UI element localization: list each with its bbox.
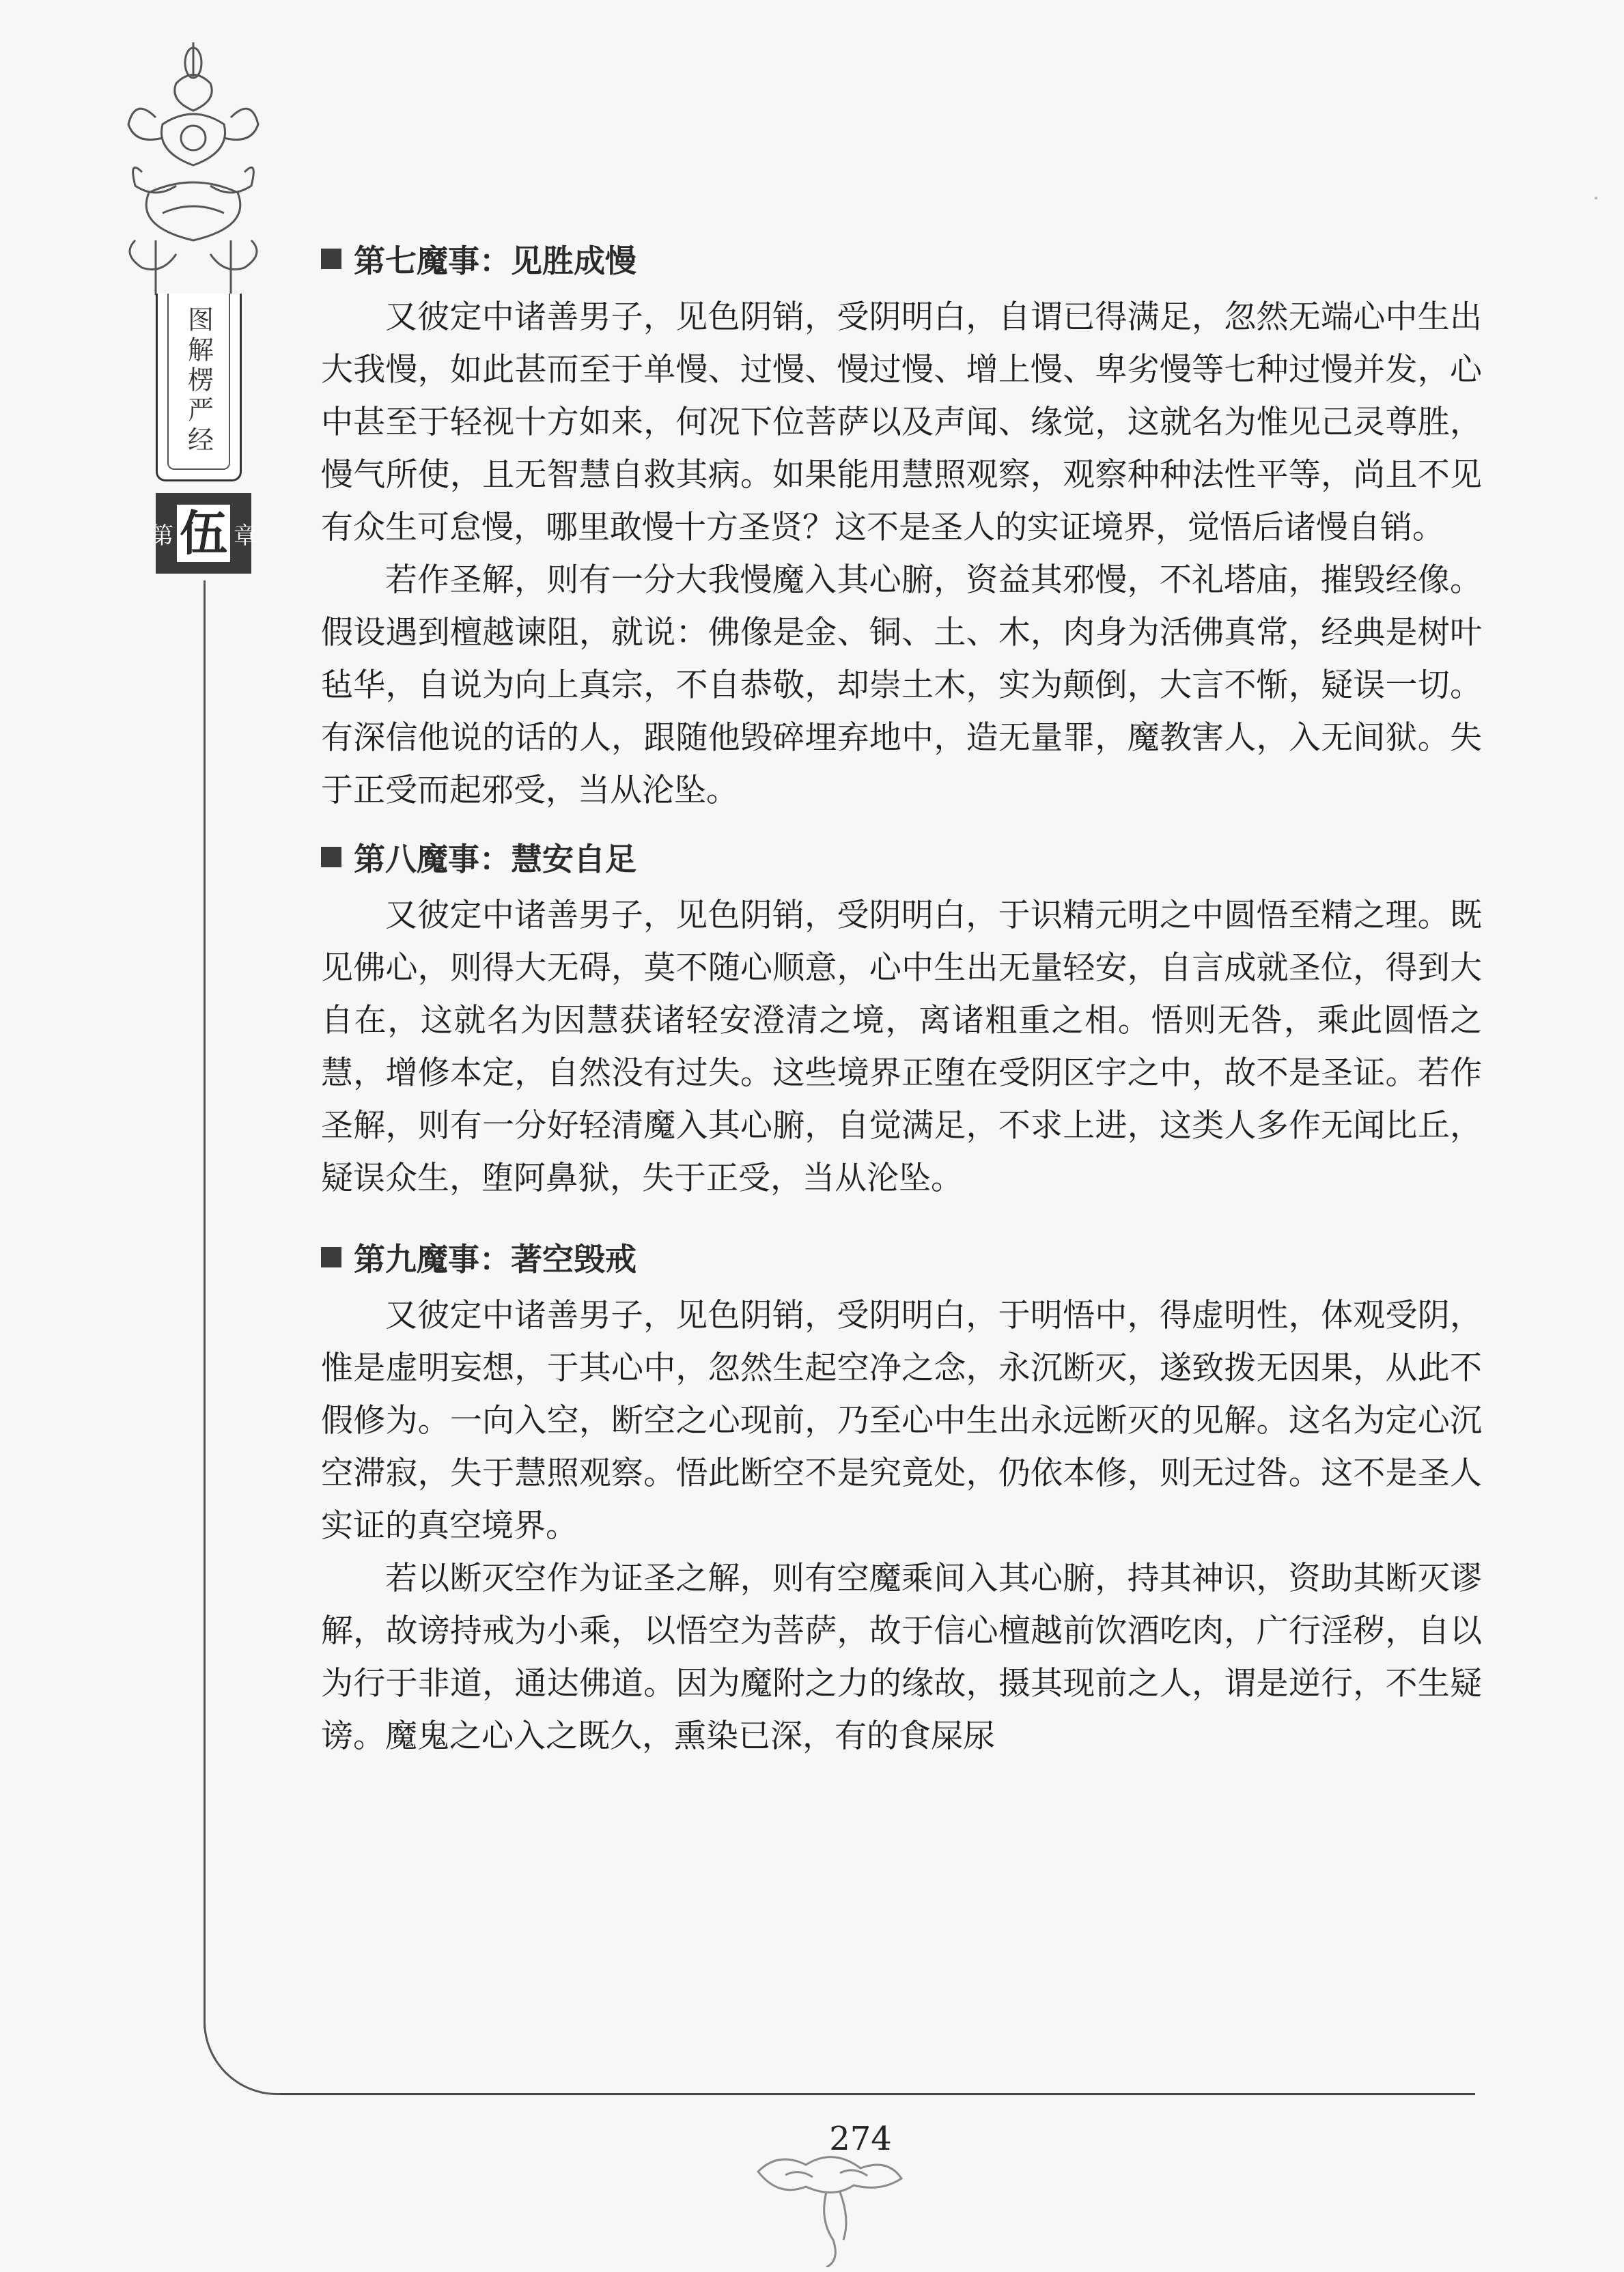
section-heading-text: 第七魔事：见胜成慢 xyxy=(354,242,636,279)
paragraph: 又彼定中诸善男子，见色阴销，受阴明白，自谓已得满足，忽然无端心中生出大我慢，如此甚而至于单慢、过慢、慢过慢、增上慢、卑劣慢等七种过慢并发，心中甚至于轻视十方如来，何况下位菩萨以及声闻、缘觉，这就名为惟见己灵尊胜，慢气所使，且无智慧自救其病。如果能用慧照观察，观察种种法性平等，尚且不见有众生可怠慢，哪里敢慢十方圣贤？这不是圣人的实证境界，觉悟后诸慢自销。 xyxy=(321,298,1482,546)
book-title-frame xyxy=(167,294,230,470)
heading-square-icon xyxy=(321,847,341,867)
section-heading xyxy=(321,234,1482,284)
heading-square-icon xyxy=(321,249,341,269)
section-heading-text: 第九魔事：著空毁戒 xyxy=(354,1241,636,1278)
lotus-vajra-ornament-icon xyxy=(115,36,272,309)
paragraph: 又彼定中诸善男子，见色阴销，受阴明白，于识精元明之中圆悟至精之理。既见佛心，则得大无碍，莫不随心顺意，心中生出无量轻安，自言成就圣位，得到大自在，这就名为因慧获诸轻安澄清之境，离诸粗重之相。悟则无咎，乘此圆悟之慧，增修本定，自然没有过失。这些境界正堕在受阴区宇之中，故不是圣证。若作圣解，则有一分好轻清魔入其心腑，自觉满足，不求上进，这类人多作无闻比丘，疑误众生，堕阿鼻狱，失于正受，当从沦坠。 xyxy=(321,897,1482,1197)
book-title: 图解楞严经 xyxy=(183,306,214,456)
paragraph: 若以断灭空作为证圣之解，则有空魔乘间入其心腑，持其神识，资助其断灭谬解，故谤持戒为小乘，以悟空为菩萨，故于信心檀越前饮酒吃肉，广行淫秽，自以为行于非道，通达佛道。因为魔附之力的缘故，摄其现前之人，谓是逆行，不生疑谤。魔鬼之心入之既久，熏染已深，有的食屎尿 xyxy=(321,1560,1482,1755)
chapter-prefix: 第 xyxy=(150,522,173,550)
paragraph: 又彼定中诸善男子，见色阴销，受阴明白，于明悟中，得虚明性，体观受阴，惟是虚明妄想，于其心中，忽然生起空净之念，永沉断灭，遂致拨无因果，从此不假修为。一向入空，断空之心现前，乃至心中生出永远断灭的见解。这名为定心沉空滞寂，失于慧照观察。悟此断空不是究竟处，仍依本修，则无过咎。这不是圣人实证的真空境界。 xyxy=(321,1297,1482,1545)
scan-speck xyxy=(1595,197,1597,199)
chapter-numeral: 伍 xyxy=(177,505,230,562)
auspicious-cloud-icon xyxy=(731,2144,936,2267)
book-title-tab xyxy=(156,294,242,481)
section-heading xyxy=(321,1232,1482,1282)
paragraph: 若作圣解，则有一分大我慢魔入其心腑，资益其邪慢，不礼塔庙，摧毁经像。假设遇到檀越谏阻，就说：佛像是金、铜、土、木，肉身为活佛真常，经典是树叶毡华，自说为向上真宗，不自恭敬，却崇土木，实为颠倒，大言不惭，疑误一切。有深信他说的话的人，跟随他毁碎埋弃地中，造无量罪，魔教害人，入无间狱。失于正受而起邪受，当从沦坠。 xyxy=(321,561,1482,809)
frame-vertical-rule xyxy=(204,580,206,2028)
section-heading xyxy=(321,832,1482,882)
frame-corner-curve xyxy=(204,2021,285,2095)
page-number: 274 xyxy=(829,2120,892,2158)
chapter-suffix: 章 xyxy=(234,522,257,550)
frame-bottom-rule xyxy=(280,2093,1475,2095)
chapter-badge xyxy=(150,493,257,574)
heading-square-icon xyxy=(321,1247,341,1267)
section-heading-text: 第八魔事：慧安自足 xyxy=(354,841,636,878)
page-body xyxy=(321,234,1482,1763)
